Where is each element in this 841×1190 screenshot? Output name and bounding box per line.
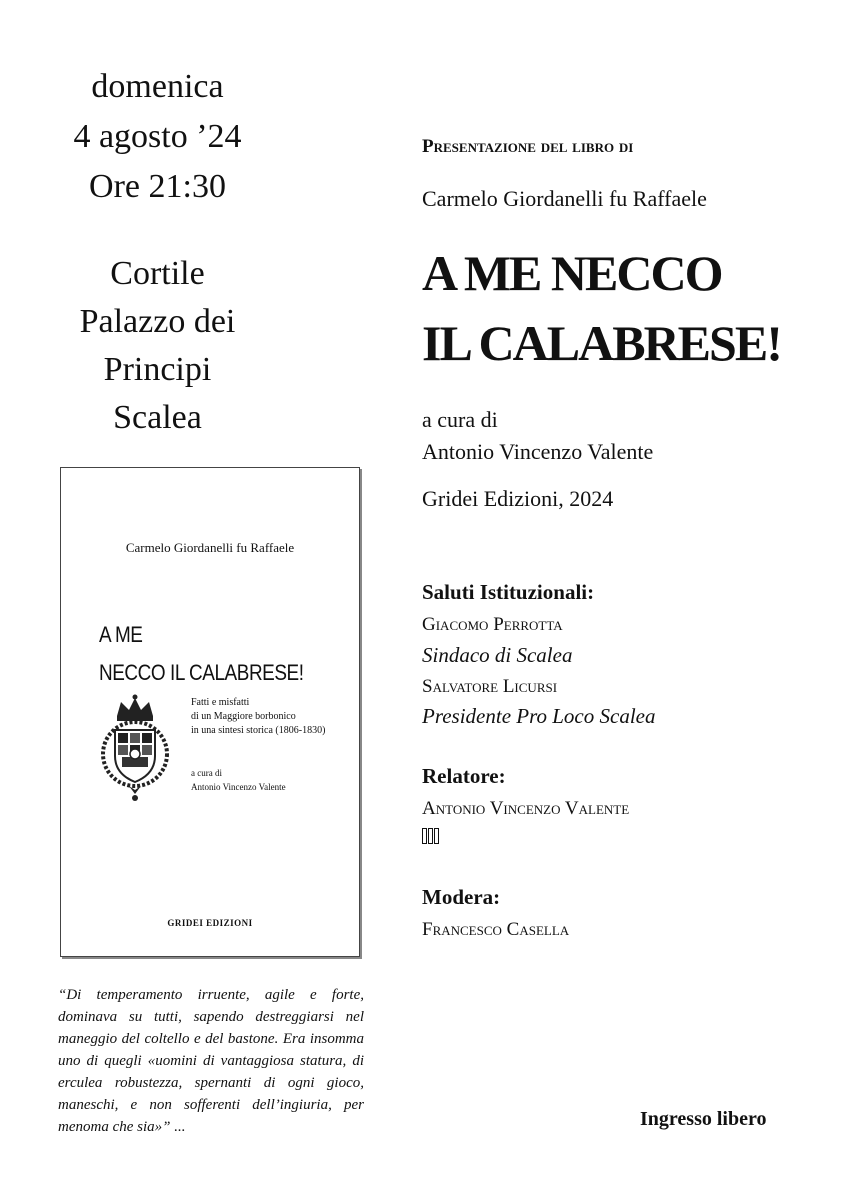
book-cover-image — [60, 467, 360, 957]
event-datetime — [30, 62, 285, 212]
saluti-person1-name: Giacomo Perrotta — [422, 614, 563, 635]
event-time: Ore 21:30 — [89, 168, 226, 205]
presentation-intro: Presentazione del libro di — [422, 136, 634, 157]
book-author: Carmelo Giordanelli fu Raffaele — [422, 186, 707, 211]
book-quote: “Di temperamento irruente, agile e forte, dominava su tutti, sapendo destreggiarsi nel maneggio del coltello e del bastone. Era insomma uno di quegli «uomini di vantaggiosa statura, di erculea robustezza, spernanti di ogni gioco, maneschi, e non sofferenti dell’ingiuria, per menoma che sia»” ... — [58, 987, 364, 1135]
saluti-heading: Saluti Istituzionali: — [422, 580, 595, 604]
cura-label: a cura di — [422, 407, 498, 432]
saluti-person1-role: Sindaco di Scalea — [422, 643, 573, 667]
cover-curator — [191, 766, 286, 794]
modera-heading: Modera: — [422, 885, 501, 909]
cover-author: Carmelo Giordanelli fu Raffaele — [125, 540, 295, 555]
cover-title — [99, 616, 304, 692]
cover-publisher: GRIDEI EDIZIONI — [167, 918, 253, 928]
book-title-line: A ME NECCO — [422, 245, 722, 301]
book-title-line: IL CALABRESE! — [422, 315, 781, 371]
bourbon-crest-icon — [99, 694, 171, 802]
event-venue — [30, 250, 285, 442]
cover-title-line: A ME — [99, 622, 143, 647]
venue-line: Palazzo dei — [79, 303, 236, 340]
cover-cura-line: Antonio Vincenzo Valente — [191, 782, 286, 792]
cover-subtitle-line: di un Maggiore borbonico — [191, 711, 296, 722]
book-publisher: Gridei Edizioni, 2024 — [422, 486, 614, 511]
curator-name: Antonio Vincenzo Valente — [422, 439, 654, 464]
book-curator — [422, 404, 653, 468]
event-day: domenica — [91, 68, 224, 105]
cover-subtitle-line: Fatti e misfatti — [191, 697, 250, 708]
saluti-person2-name: Salvatore Licursi — [422, 676, 558, 697]
venue-line: Principi — [103, 351, 212, 388]
cover-subtitle-line: in una sintesi storica (1806-1830) — [191, 725, 326, 736]
missing-glyph-icon — [422, 828, 440, 849]
cover-title-line: NECCO IL CALABRESE! — [99, 660, 304, 685]
venue-line: Cortile — [110, 255, 205, 292]
venue-line: Scalea — [113, 399, 202, 436]
book-title — [422, 238, 781, 378]
relatore-name: Antonio Vincenzo Valente — [422, 798, 630, 819]
event-date: 4 agosto ’24 — [73, 118, 242, 155]
free-entry-note: Ingresso libero — [640, 1108, 767, 1130]
saluti-person2-role: Presidente Pro Loco Scalea — [422, 704, 656, 728]
cover-subtitle — [191, 696, 325, 738]
modera-name: Francesco Casella — [422, 919, 570, 940]
cover-cura-line: a cura di — [191, 768, 222, 778]
relatore-heading: Relatore: — [422, 764, 506, 788]
